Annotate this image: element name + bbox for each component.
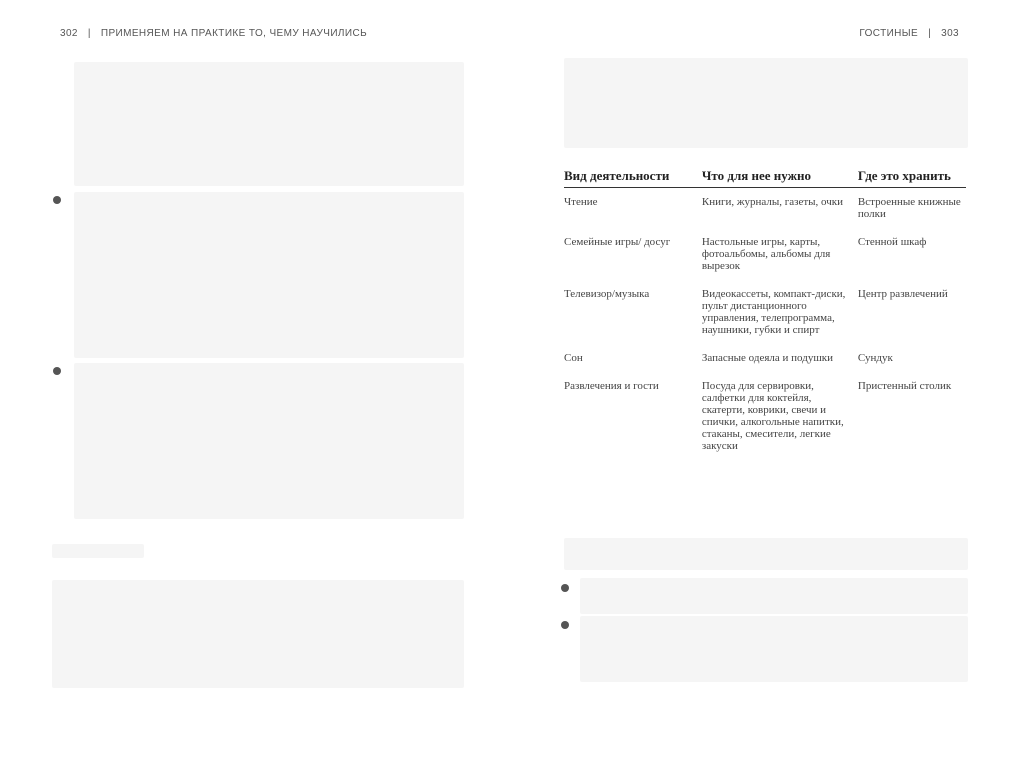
faded-paragraph	[564, 538, 968, 570]
column-header-needs: Что для нее нужно	[702, 168, 858, 188]
cell-storage: Встроенные книжные полки	[857, 196, 961, 220]
faded-paragraph	[74, 62, 464, 186]
table-row	[564, 280, 966, 344]
bullet-marker	[561, 584, 569, 592]
cell-activity: Чтение	[564, 196, 598, 208]
column-header-storage: Где это хранить	[858, 168, 966, 188]
faded-paragraph	[580, 578, 968, 614]
faded-paragraph	[580, 616, 968, 682]
cell-storage: Стенной шкаф	[857, 236, 927, 248]
right-page-number: 303	[941, 28, 959, 39]
faded-paragraph	[564, 58, 968, 148]
left-header-title: ПРИМЕНЯЕМ НА ПРАКТИКЕ ТО, ЧЕМУ НАУЧИЛИСЬ	[100, 28, 368, 39]
table-row	[564, 188, 966, 229]
left-running-head	[60, 28, 367, 39]
right-header-title: ГОСТИНЫЕ	[859, 28, 919, 39]
right-page	[516, 0, 1032, 769]
storage-table	[564, 168, 966, 460]
header-separator: |	[87, 28, 91, 39]
cell-storage: Сундук	[857, 352, 893, 364]
table-row	[564, 344, 966, 372]
bullet-marker	[561, 621, 569, 629]
table-header-row	[564, 168, 966, 188]
cell-storage: Центр развлечений	[857, 288, 948, 300]
cell-needs: Посуда для сервировки, салфетки для коктейля, скатерти, коврики, свечи и спички, алкогольные напитки, стаканы, смесители, легкие закуски	[701, 380, 844, 452]
faded-subheading	[52, 544, 144, 558]
left-page-number: 302	[60, 28, 78, 39]
cell-needs: Видеокассеты, компакт-диски, пульт дистанционного управления, телепрограмма, наушники, губки и спирт	[701, 288, 846, 336]
faded-paragraph	[74, 363, 464, 519]
cell-storage: Пристенный столик	[857, 380, 952, 392]
cell-activity: Семейные игры/ досуг	[564, 236, 671, 248]
cell-needs: Настольные игры, карты, фотоальбомы, альбомы для вырезок	[701, 236, 831, 272]
table-row	[564, 228, 966, 280]
faded-paragraph	[52, 580, 464, 688]
faded-paragraph	[74, 192, 464, 358]
cell-activity: Развлечения и гости	[564, 380, 659, 392]
cell-activity: Сон	[564, 352, 583, 364]
table-row	[564, 372, 966, 460]
cell-needs: Запасные одеяла и подушки	[701, 352, 834, 364]
cell-activity: Телевизор/музыка	[564, 288, 650, 300]
bullet-marker	[53, 196, 61, 204]
cell-needs: Книги, журналы, газеты, очки	[701, 196, 844, 208]
right-running-head	[859, 28, 959, 39]
column-header-activity: Вид деятельности	[564, 168, 702, 188]
bullet-marker	[53, 367, 61, 375]
header-separator: |	[928, 28, 932, 39]
